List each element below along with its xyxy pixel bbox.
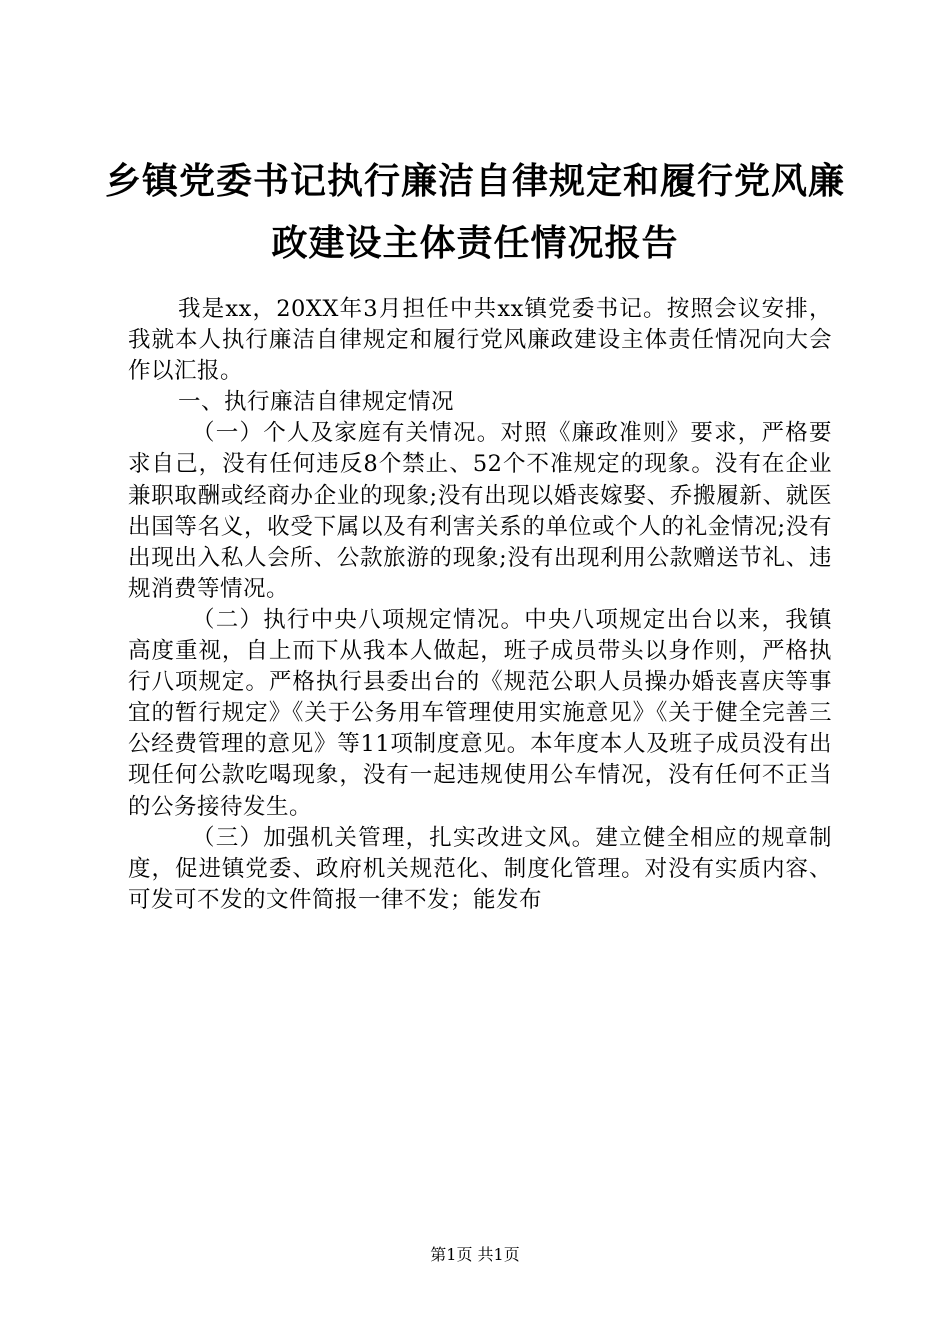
section-heading-1: 一、执行廉洁自律规定情况 [178,389,455,416]
paragraph-subsection-3: （三）加强机关管理，扎实改进文风。建立健全相应的规章制度，促进镇党委、政府机关规范化、制度化管理。对没有实质内容、可发可不发的文件简报一律不发；能发布 [128,824,832,913]
paragraph-subsection-1: （一）个人及家庭有关情况。对照《廉政准则》要求，严格要求自己，没有任何违反8个禁止、52个不准规定的现象。没有在企业兼职取酬或经商办企业的现象;没有出现以婚丧嫁娶、乔搬履新、就医出国等名义，收受下属以及有利害关系的单位或个人的礼金情况;没有出现出入私人会所、公款旅游的现象;没有出现利用公款赠送节礼、违规消费等情况。 [128,420,832,602]
page-number-footer: 第1页 共1页 [430,1245,520,1264]
document-title-line-1: 乡镇党委书记执行廉洁自律规定和履行党风廉 [104,161,845,202]
paragraph-intro: 我是xx，20XX年3月担任中共xx镇党委书记。按照会议安排，我就本人执行廉洁自律规定和履行党风廉政建设主体责任情况向大会作以汇报。 [128,296,832,385]
document-body [128,294,832,916]
document-title-line-2: 政建设主体责任情况报告 [271,223,679,264]
paragraph-subsection-2: （二）执行中央八项规定情况。中央八项规定出台以来，我镇高度重视，自上而下从我本人做起，班子成员带头以身作则，严格执行八项规定。严格执行县委出台的《规范公职人员操办婚丧喜庆等事宜的暂行规定》《关于公务用车管理使用实施意见》《关于健全完善三公经费管理的意见》等11项制度意见。本年度本人及班子成员没有出现任何公款吃喝现象，没有一起违规使用公车情况，没有任何不正当的公务接待发生。 [128,606,832,820]
